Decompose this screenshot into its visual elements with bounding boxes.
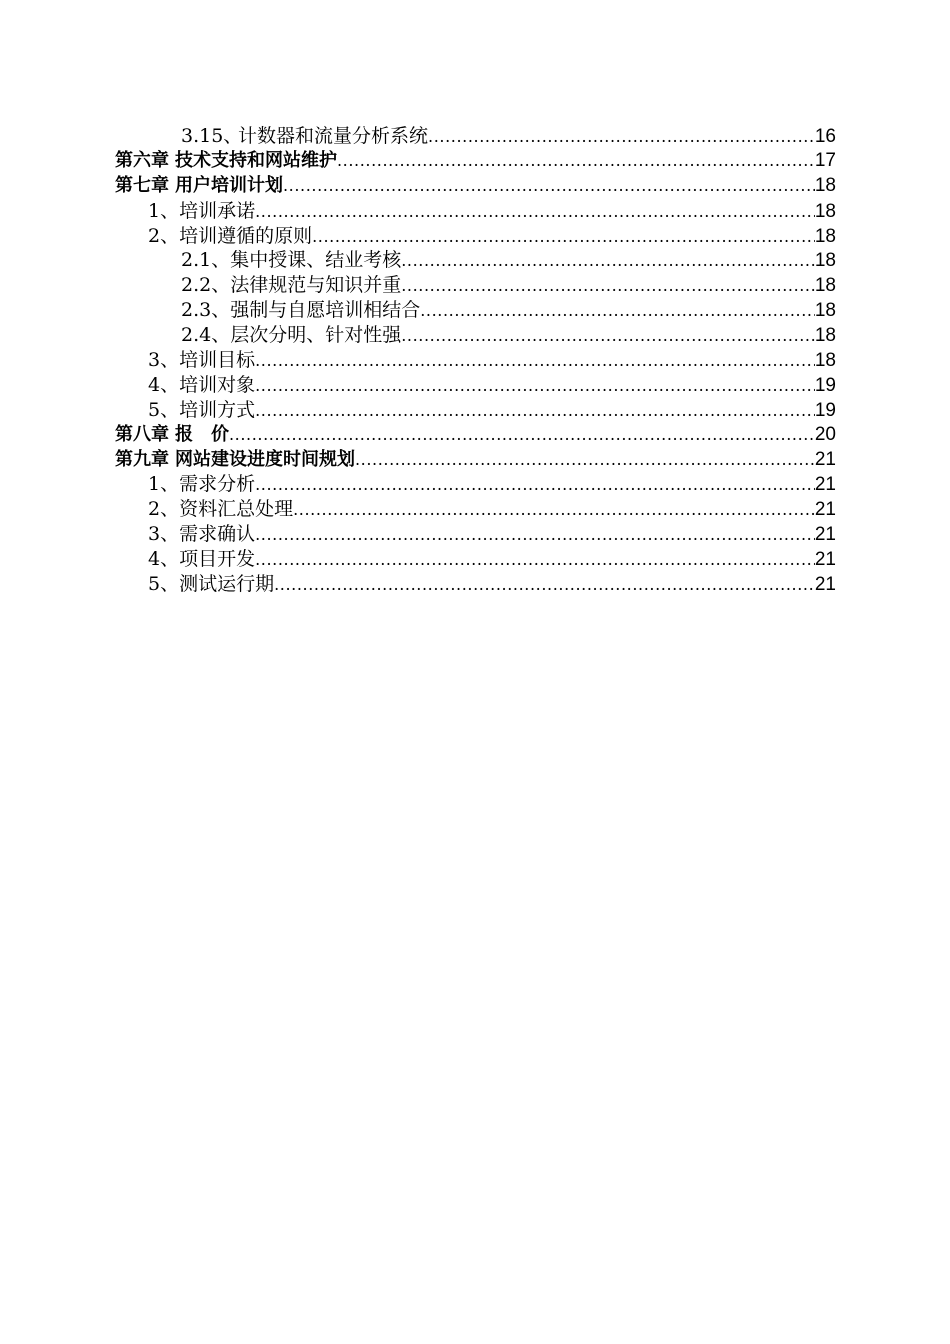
toc-leader-dots	[428, 125, 815, 150]
toc-entry-title: 培训方式	[179, 398, 256, 421]
toc-entry-title: 需求确认	[179, 523, 256, 546]
toc-entry-number: 第六章	[115, 149, 169, 171]
toc-entry-number: 1、	[148, 473, 180, 496]
toc-entry-title: 培训目标	[179, 349, 256, 372]
toc-entry-number: 2.4、	[181, 324, 231, 347]
toc-entry[interactable]	[115, 448, 836, 473]
toc-entry-page: 17	[814, 149, 836, 171]
toc-entry-title: 资料汇总处理	[179, 498, 294, 521]
toc-leader-dots	[355, 448, 815, 473]
toc-leader-dots	[255, 399, 815, 424]
toc-entry-title: 培训遵循的原则	[179, 224, 313, 247]
toc-leader-dots	[401, 324, 815, 349]
toc-entry[interactable]	[115, 348, 836, 373]
toc-entry-page: 19	[814, 399, 836, 421]
toc-entry-page: 21	[814, 474, 836, 496]
toc-entry-title: 测试运行期	[179, 573, 275, 596]
toc-entry-number: 2.1、	[181, 249, 231, 272]
toc-entry-page: 18	[814, 325, 836, 347]
toc-entry[interactable]	[115, 273, 836, 298]
toc-entry-page: 19	[814, 374, 836, 396]
toc-entry-title: 用户培训计划	[175, 174, 283, 196]
toc-entry-page: 18	[814, 275, 836, 297]
toc-leader-dots	[420, 299, 815, 324]
toc-entry[interactable]	[115, 224, 836, 249]
toc-entry[interactable]	[115, 522, 836, 547]
toc-leader-dots	[229, 423, 815, 448]
toc-entry-title: 培训对象	[179, 373, 256, 396]
toc-entry-number: 3、	[148, 523, 180, 546]
toc-entry[interactable]	[115, 174, 836, 199]
toc-leader-dots	[283, 174, 815, 199]
toc-entry[interactable]	[115, 149, 836, 174]
toc-entry-page: 18	[814, 174, 836, 196]
toc-entry-page: 18	[814, 350, 836, 372]
toc-entry-page: 21	[814, 574, 836, 596]
toc-entry-title: 项目开发	[179, 548, 256, 571]
toc-entry-page: 21	[814, 448, 836, 470]
toc-entry-number: 2.3、	[181, 299, 231, 322]
toc-entry[interactable]	[115, 323, 836, 348]
toc-leader-dots	[337, 149, 815, 174]
toc-entry[interactable]	[115, 547, 836, 572]
toc-entry-number: 4、	[148, 548, 180, 571]
toc-leader-dots	[255, 374, 815, 399]
toc-entry-number: 4、	[148, 373, 180, 396]
toc-entry-number: 2、	[148, 498, 180, 521]
toc-entry-page: 20	[814, 423, 836, 445]
toc-entry-page: 18	[814, 300, 836, 322]
toc-entry-title: 法律规范与知识并重	[230, 274, 402, 297]
toc-entry-title: 技术支持和网站维护	[175, 149, 337, 171]
toc-entry[interactable]	[115, 373, 836, 398]
toc-entry-page: 21	[814, 549, 836, 571]
toc-entry-number: 3、	[148, 349, 180, 372]
toc-leader-dots	[401, 249, 815, 274]
toc-entry[interactable]	[115, 124, 836, 149]
toc-entry-page: 16	[814, 126, 836, 147]
toc-entry-number: 2.2、	[181, 274, 231, 297]
toc-entry-number: 5、	[148, 573, 180, 596]
toc-leader-dots	[255, 523, 815, 548]
toc-entry-title: 层次分明、针对性强	[230, 324, 402, 347]
table-of-contents	[115, 124, 836, 597]
toc-leader-dots	[312, 225, 815, 250]
toc-entry-title: 强制与自愿培训相结合	[230, 299, 421, 322]
toc-entry-title: 报 价	[175, 423, 229, 445]
toc-leader-dots	[255, 349, 815, 374]
toc-entry-number: 第九章	[115, 448, 169, 470]
toc-entry-title: 计数器和流量分析系统	[238, 125, 429, 147]
toc-entry-title: 集中授课、结业考核	[230, 249, 402, 272]
toc-leader-dots	[255, 473, 815, 498]
toc-entry-number: 3.15、	[181, 125, 243, 147]
toc-entry-page: 18	[814, 200, 836, 222]
toc-leader-dots	[401, 274, 815, 299]
toc-entry-number: 1、	[148, 199, 180, 222]
toc-entry-page: 18	[814, 225, 836, 247]
toc-leader-dots	[293, 498, 815, 523]
toc-leader-dots	[255, 548, 815, 573]
toc-entry-page: 21	[814, 524, 836, 546]
toc-entry-number: 5、	[148, 398, 180, 421]
toc-entry[interactable]	[115, 572, 836, 597]
toc-entry[interactable]	[115, 423, 836, 448]
toc-entry-title: 培训承诺	[179, 199, 256, 222]
toc-entry[interactable]	[115, 199, 836, 224]
toc-entry[interactable]	[115, 298, 836, 323]
toc-entry-number: 2、	[148, 224, 180, 247]
toc-entry-page: 21	[814, 499, 836, 521]
toc-entry[interactable]	[115, 497, 836, 522]
toc-entry[interactable]	[115, 248, 836, 273]
toc-leader-dots	[255, 200, 815, 225]
toc-entry-number: 第七章	[115, 174, 169, 196]
toc-entry-title: 需求分析	[179, 473, 256, 496]
toc-entry-number: 第八章	[115, 423, 169, 445]
toc-entry[interactable]	[115, 398, 836, 423]
toc-leader-dots	[274, 573, 815, 598]
toc-entry-page: 18	[814, 250, 836, 272]
toc-entry-title: 网站建设进度时间规划	[175, 448, 355, 470]
toc-entry[interactable]	[115, 472, 836, 497]
